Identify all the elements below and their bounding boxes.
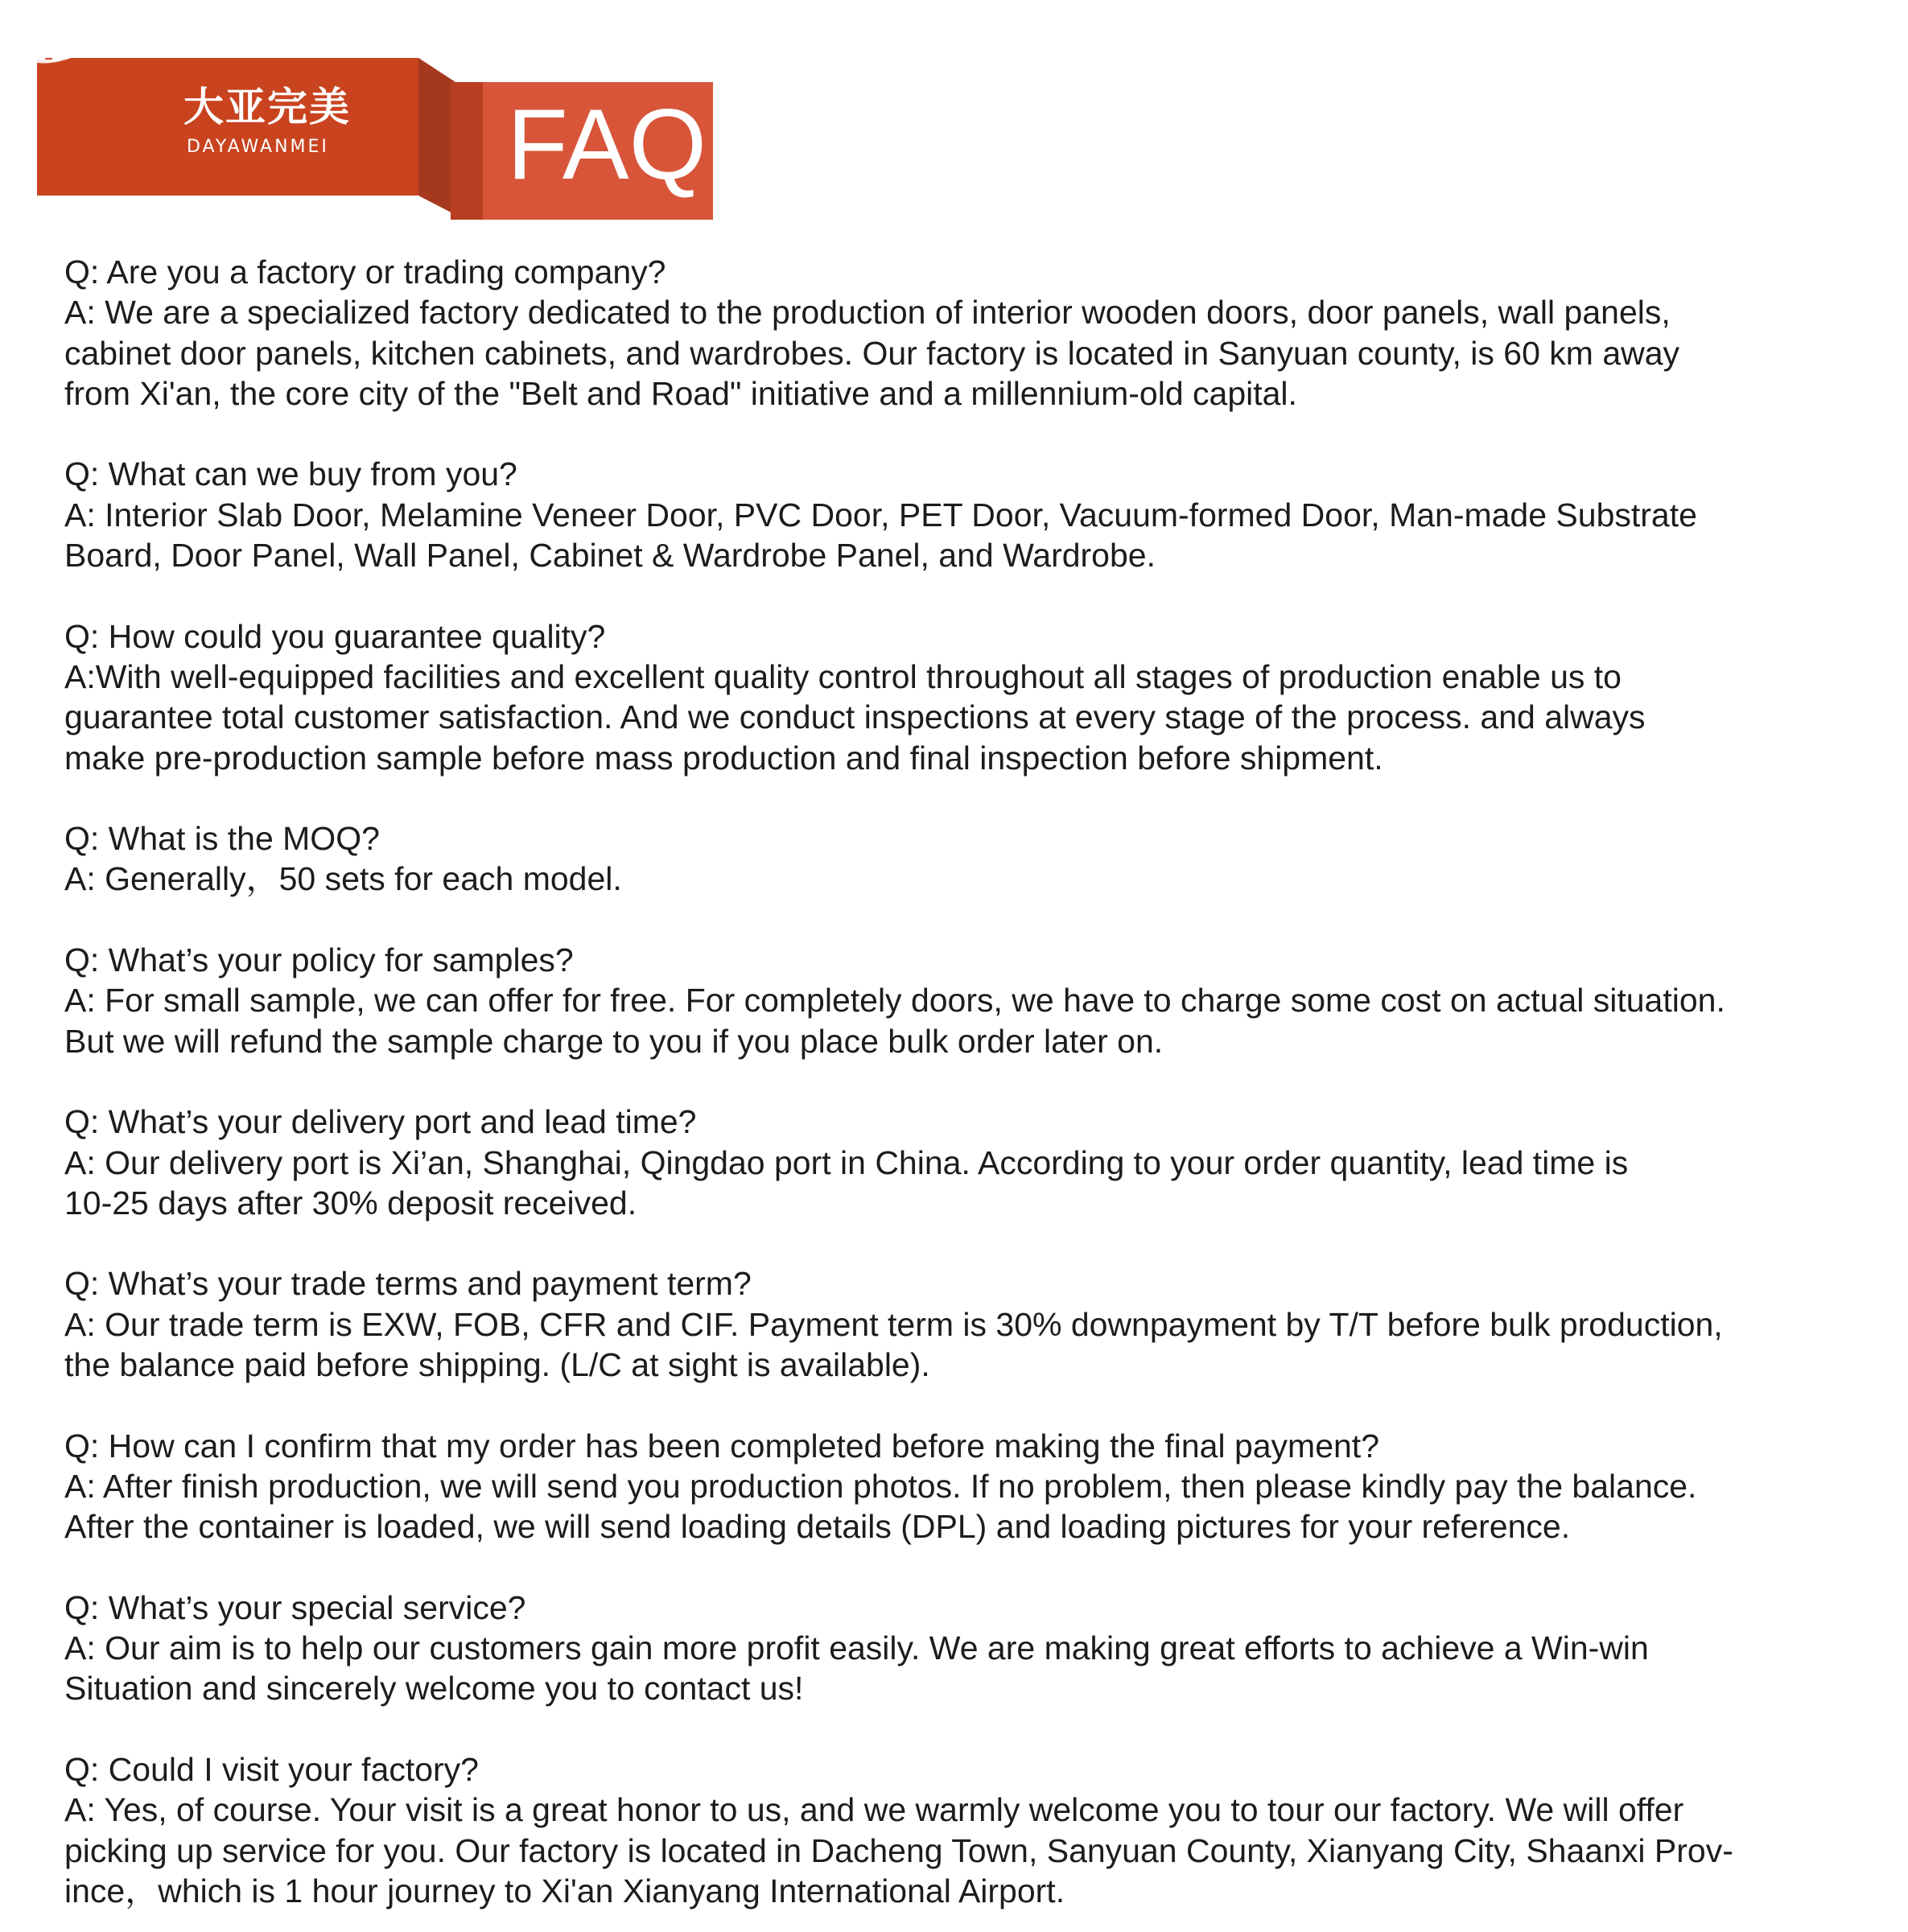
faq-question: Q: What can we buy from you? [64, 455, 517, 493]
faq-question: Q: How could you guarantee quality? [64, 617, 606, 655]
faq-answer-line: Situation and sincerely welcome you to contact us! [64, 1670, 804, 1707]
faq-answer-line: A: After finish production, we will send you production photos. If no problem, then please kindly pay the balance. [64, 1467, 1697, 1505]
faq-item [64, 252, 1859, 414]
faq-answer-line: make pre-production sample before mass production and final inspection before shipment. [64, 739, 1383, 777]
header-banner [0, 0, 724, 233]
faq-question: Q: What’s your policy for samples? [64, 941, 574, 979]
faq-question: Q: Could I visit your factory? [64, 1750, 479, 1788]
faq-item [64, 1102, 1859, 1223]
faq-answer-line: A: Yes, of course. Your visit is a great honor to us, and we warmly welcome you to tour our factory. We will offer [64, 1791, 1684, 1829]
faq-answer-line: A: Our aim is to help our customers gain more profit easily. We are making great efforts to achieve a Win-win [64, 1629, 1649, 1667]
brand-name-english: DAYAWANMEI [187, 137, 329, 157]
faq-answer-line: A: For small sample, we can offer for free. For completely doors, we have to charge some cost on actual situation. [64, 982, 1725, 1020]
faq-question: Q: What’s your special service? [64, 1588, 526, 1626]
faq-answer-line: 10-25 days after 30% deposit received. [64, 1184, 637, 1221]
faq-answer-line: cabinet door panels, kitchen cabinets, and wardrobes. Our factory is located in Sanyuan county, is 60 km away [64, 334, 1680, 372]
faq-item [64, 454, 1859, 575]
faq-answer-line: Board, Door Panel, Wall Panel, Cabinet & Wardrobe Panel, and Wardrobe. [64, 537, 1156, 575]
faq-answer-line: from Xi'an, the core city of the "Belt and Road" initiative and a millennium-old capital. [64, 374, 1297, 412]
faq-item [64, 1588, 1859, 1709]
page-title: FAQ [507, 89, 707, 200]
faq-item [64, 616, 1859, 778]
faq-answer-line: A:With well-equipped facilities and excellent quality control throughout all stages of production enable us to [64, 657, 1622, 695]
faq-question: Q: Are you a factory or trading company? [64, 253, 666, 290]
faq-item [64, 1749, 1859, 1911]
faq-item [64, 1263, 1859, 1385]
faq-answer-line: After the container is loaded, we will send loading details (DPL) and loading pictures for your reference. [64, 1508, 1571, 1546]
faq-answer-line: picking up service for you. Our factory is located in Dacheng Town, Sanyuan County, Xianyang City, Shaanxi Prov- [64, 1831, 1733, 1869]
faq-answer-line: A: Interior Slab Door, Melamine Veneer Door, PVC Door, PET Door, Vacuum-formed Door, Man-made Substrate [64, 496, 1697, 533]
faq-item [64, 940, 1859, 1061]
faq-answer-line: A: Our delivery port is Xi’an, Shanghai, Qingdao port in China. According to your order quantity, lead time is [64, 1143, 1629, 1181]
faq-answer-line: the balance paid before shipping. (L/C at sight is available). [64, 1346, 930, 1384]
faq-answer-line: ince，which is 1 hour journey to Xi'an Xianyang International Airport. [64, 1872, 1065, 1909]
faq-answer-line: A: Generally，50 sets for each model. [64, 860, 622, 898]
faq-answer-line: A: Our trade term is EXW, FOB, CFR and CIF. Payment term is 30% downpayment by T/T before bulk production, [64, 1305, 1723, 1343]
faq-answer-line: But we will refund the sample charge to you if you place bulk order later on. [64, 1022, 1164, 1060]
banner-title-shadow [451, 82, 483, 220]
brand-name-chinese: 大亚完美 [183, 84, 351, 130]
md-monogram-logo-icon [0, 0, 90, 64]
faq-question: Q: How can I confirm that my order has been completed before making the final payment? [64, 1427, 1379, 1464]
faq-question: Q: What’s your delivery port and lead time? [64, 1103, 697, 1141]
faq-item [64, 1426, 1859, 1547]
faq-item [64, 818, 1859, 900]
faq-question: Q: What is the MOQ? [64, 820, 380, 858]
faq-question: Q: What’s your trade terms and payment term? [64, 1265, 752, 1303]
faq-list [64, 252, 1859, 1911]
faq-answer-line: A: We are a specialized factory dedicated to the production of interior wooden doors, door panels, wall panels, [64, 294, 1671, 332]
faq-answer-line: guarantee total customer satisfaction. And we conduct inspections at every stage of the process. and always [64, 698, 1646, 736]
